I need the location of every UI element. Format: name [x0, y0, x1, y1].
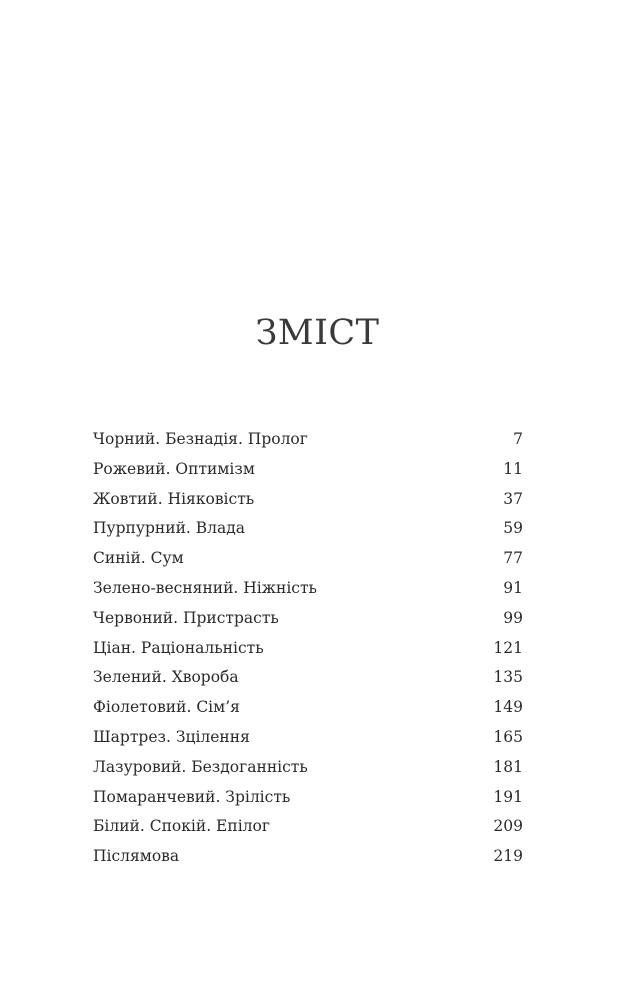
- toc-entry-title: Чорний. Безнадія. Пролог: [93, 430, 308, 448]
- toc-entry: [93, 663, 523, 693]
- toc-entry-title: Білий. Спокій. Епілог: [93, 817, 270, 836]
- toc-entry: [93, 425, 523, 455]
- toc-entry-title: Рожевий. Оптимізм: [93, 459, 255, 478]
- toc-entry: [93, 604, 523, 634]
- toc-entry: [93, 574, 523, 604]
- toc-entry-page: 91: [503, 578, 523, 597]
- toc-entry: [93, 842, 523, 872]
- toc-entry-page: 219: [493, 847, 523, 866]
- toc-entry-page: 165: [493, 727, 523, 746]
- toc-entry-page: 135: [493, 668, 523, 687]
- toc-entry: [93, 514, 523, 544]
- toc-entry-title: Пурпурний. Влада: [93, 519, 246, 538]
- toc-entry-page: 181: [493, 757, 523, 776]
- page-title: ЗМІСТ: [255, 313, 380, 353]
- toc-entry-page: 209: [493, 817, 523, 836]
- toc-entry-page: 99: [503, 608, 523, 627]
- toc-entry-title: Червоний. Пристрасть: [93, 608, 279, 627]
- toc-entry: [93, 485, 523, 515]
- toc-entry-title: Помаранчевий. Зрілість: [93, 787, 291, 806]
- toc-entry: [93, 783, 523, 813]
- toc-entry: [93, 634, 523, 664]
- toc-entry-title: Зелений. Хвороба: [93, 668, 239, 687]
- toc-entry-page: 121: [493, 638, 523, 657]
- toc-entry-page: 77: [503, 549, 523, 568]
- toc-entry-title: Синій. Сум: [93, 549, 184, 568]
- toc-entry: [93, 544, 523, 574]
- table-of-contents: [93, 425, 523, 872]
- toc-entry: [93, 723, 523, 753]
- toc-entry: [93, 455, 523, 485]
- toc-entry-title: Шартрез. Зцілення: [93, 727, 250, 746]
- toc-entry-page: 59: [503, 519, 523, 538]
- toc-entry: [93, 693, 523, 723]
- toc-entry-page: 11: [503, 459, 523, 478]
- toc-entry-title: Фіолетовий. Сім’я: [93, 698, 240, 717]
- toc-entry-title: Зелено-весняний. Ніжність: [93, 578, 318, 597]
- toc-entry-page: 149: [493, 698, 523, 717]
- toc-entry-title: Жовтий. Ніяковість: [93, 489, 255, 508]
- toc-entry-page: 191: [493, 787, 523, 806]
- toc-entry: [93, 812, 523, 842]
- toc-entry-title: Ціан. Раціональність: [93, 638, 264, 657]
- toc-entry-title: Лазуровий. Бездоганність: [93, 757, 308, 776]
- toc-entry-title: Післямова: [93, 847, 180, 866]
- toc-entry-page: 37: [503, 489, 523, 508]
- toc-entry-page: 7: [513, 430, 523, 448]
- toc-entry: [93, 753, 523, 783]
